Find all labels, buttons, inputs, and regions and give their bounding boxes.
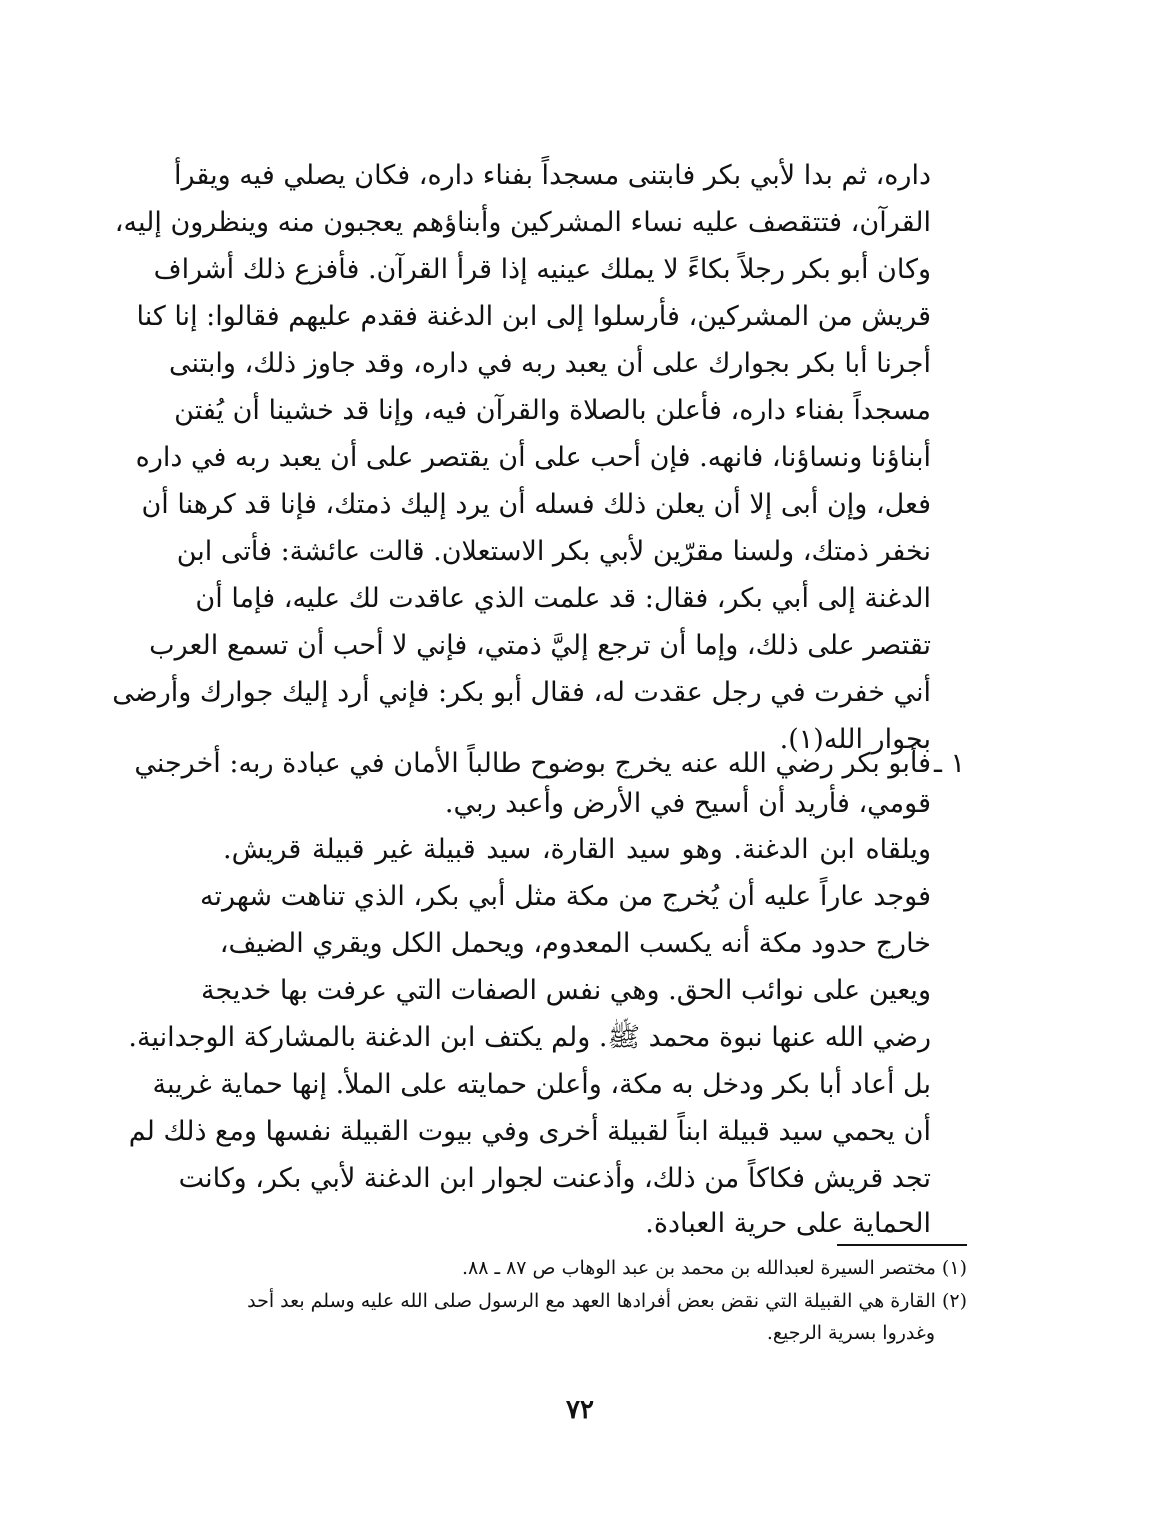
body-line: بجوار الله(١). bbox=[779, 724, 931, 755]
item-line: فأبو بكر رضي الله عنه يخرج بوضوح طالباً الأمان في عبادة ربه: أخرجني bbox=[134, 748, 931, 779]
paragraph-line: رضي الله عنها نبوة محمد ﷺ. ولم يكتف ابن الدغنة بالمشاركة الوجدانية. bbox=[128, 1022, 931, 1053]
body-line: تقتصر على ذلك، وإما أن ترجع إليَّ ذمتي، فإني لا أحب أن تسمع العرب bbox=[149, 630, 931, 661]
body-line: وكان أبو بكر رجلاً بكاءً لا يملك عينيه إذا قرأ القرآن. فأفزع ذلك أشراف bbox=[153, 254, 931, 285]
paragraph-line: فوجد عاراً عليه أن يُخرج من مكة مثل أبي بكر، الذي تناهت شهرته bbox=[200, 881, 931, 912]
body-line: القرآن، فتتقصف عليه نساء المشركين وأبناؤهم يعجبون منه وينظرون إليه، bbox=[114, 207, 931, 238]
paragraph-line: ويلقاه ابن الدغنة. وهو سيد القارة، سيد قبيلة غير قبيلة قريش. bbox=[223, 834, 931, 865]
body-line: أني خفرت في رجل عقدت له، فقال أبو بكر: فإني أرد إليك جوارك وأرضى bbox=[112, 677, 931, 708]
item-line: قومي، فأريد أن أسيح في الأرض وأعبد ربي. bbox=[444, 788, 931, 819]
paragraph-line: خارج حدود مكة أنه يكسب المعدوم، ويحمل الكل ويقري الضيف، bbox=[219, 928, 931, 959]
paragraph-line: بل أعاد أبا بكر ودخل به مكة، وأعلن حمايته على الملأ. إنها حماية غريبة bbox=[152, 1069, 931, 1100]
body-line: قريش من المشركين، فأرسلوا إلى ابن الدغنة فقدم عليهم فقالوا: إنا كنا bbox=[136, 301, 931, 332]
body-line: أبناؤنا ونساؤنا، فانهه. فإن أحب على أن يقتصر على أن يعبد ربه في داره bbox=[135, 442, 931, 473]
item-number: ١ ـ bbox=[933, 748, 965, 779]
footnote-2-continued: وغدروا بسرية الرجيع. bbox=[766, 1322, 935, 1344]
body-line: مسجداً بفناء داره، فأعلن بالصلاة والقرآن فيه، وإنا قد خشينا أن يُفتن bbox=[174, 395, 931, 426]
page-number: ٧٢ bbox=[566, 1395, 594, 1425]
body-line: الدغنة إلى أبي بكر، فقال: قد علمت الذي عاقدت لك عليه، فإما أن bbox=[195, 583, 931, 614]
body-line: فعل، وإن أبى إلا أن يعلن ذلك فسله أن يرد إليك ذمتك، فإنا قد كرهنا أن bbox=[141, 489, 931, 520]
body-line: أجرنا أبا بكر بجوارك على أن يعبد ربه في داره، وقد جاوز ذلك، وابتنى bbox=[169, 348, 931, 379]
footnote-2: (٢) القارة هي القبيلة التي نقض بعض أفرادها العهد مع الرسول صلى الله عليه وسلم بعد أحد bbox=[247, 1290, 967, 1312]
paragraph-line: أن يحمي سيد قبيلة ابناً لقبيلة أخرى وفي بيوت القبيلة نفسها ومع ذلك لم bbox=[128, 1116, 931, 1147]
footnote-1: (١) مختصر السيرة لعبدالله بن محمد بن عبد الوهاب ص ٨٧ ـ ٨٨. bbox=[461, 1257, 967, 1279]
paragraph-line: ويعين على نوائب الحق. وهي نفس الصفات التي عرفت بها خديجة bbox=[200, 975, 931, 1006]
paragraph-line: تجد قريش فكاكاً من ذلك، وأذعنت لجوار ابن الدغنة لأبي بكر، وكانت bbox=[178, 1163, 931, 1194]
paragraph-line: الحماية على حرية العبادة. bbox=[645, 1208, 931, 1239]
body-line: نخفر ذمتك، ولسنا مقرّين لأبي بكر الاستعلان. قالت عائشة: فأتى ابن bbox=[176, 536, 931, 567]
body-line: داره، ثم بدا لأبي بكر فابتنى مسجداً بفناء داره، فكان يصلي فيه ويقرأ bbox=[174, 160, 931, 191]
